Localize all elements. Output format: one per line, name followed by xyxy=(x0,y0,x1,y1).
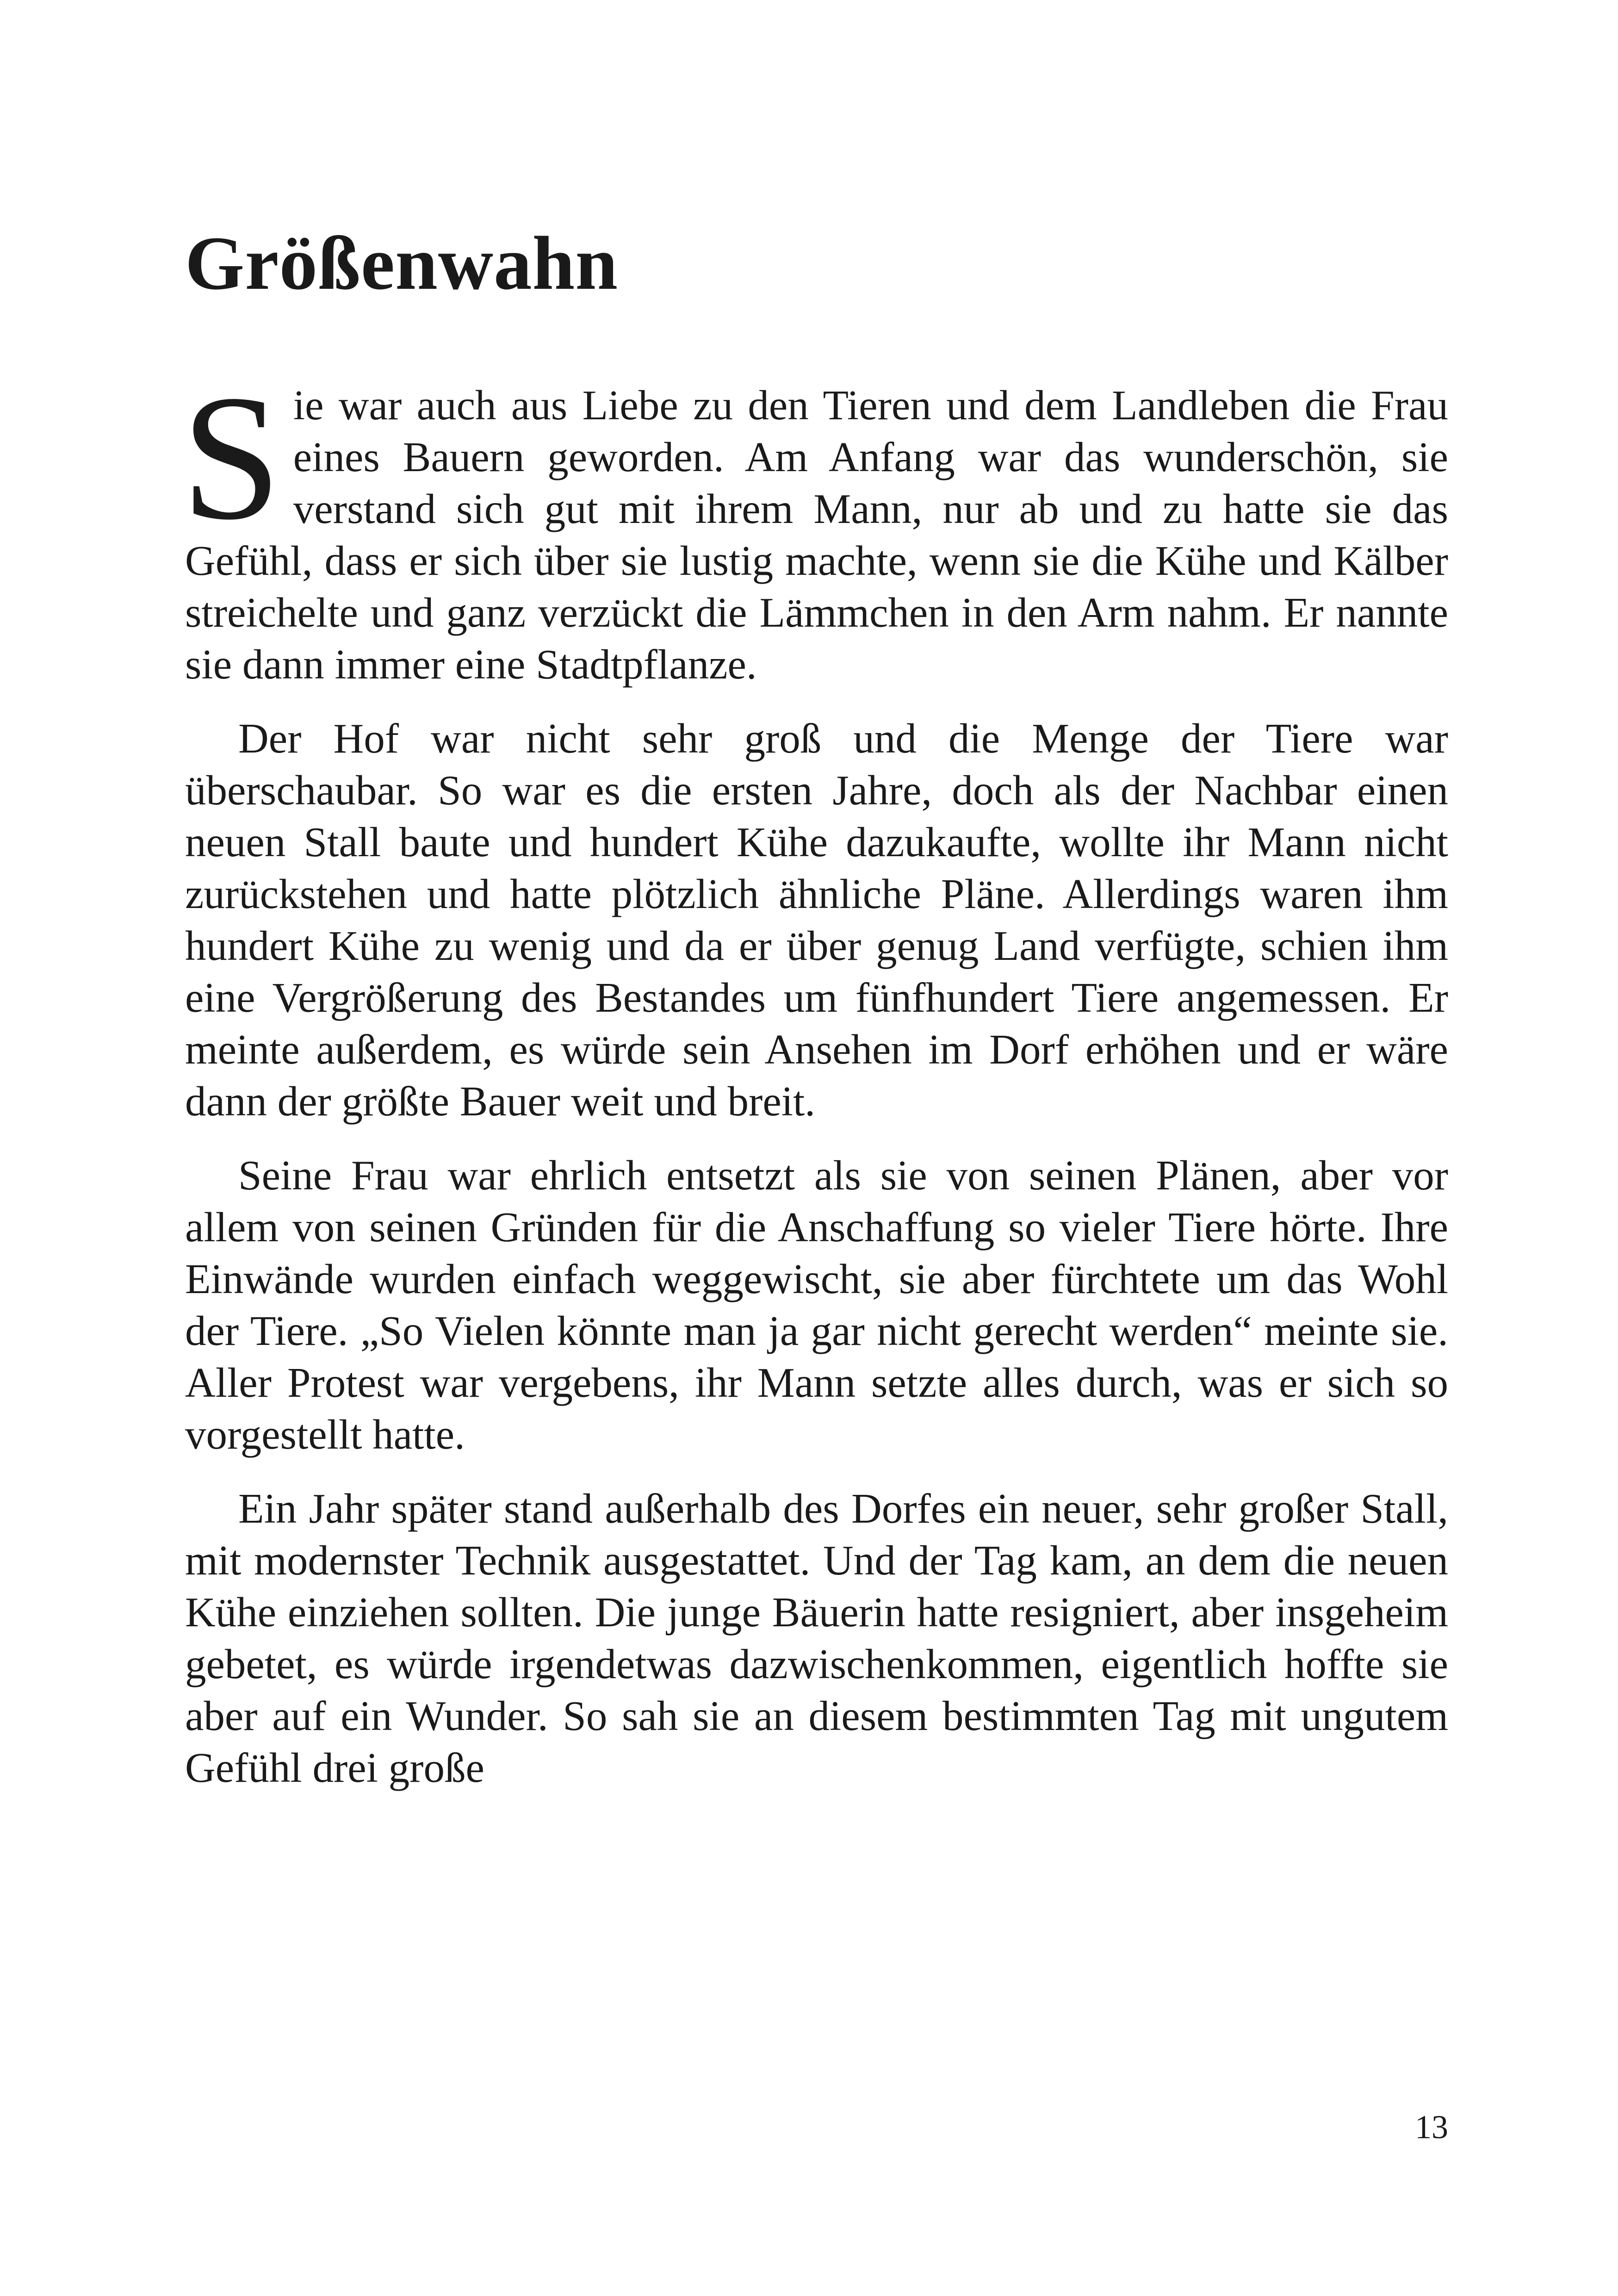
paragraph-2: Der Hof war nicht sehr groß und die Menge der Tiere war überschaubar. So war es die ersten Jahre, doch als der Nachbar einen neuen Stall baute und hundert Kühe dazukaufte, wollte ihr Mann nicht zurückstehen und hatte plötzlich ähnliche Pläne. Allerdings waren ihm hundert Kühe zu wenig und da er über genug Land verfügte, schien ihm eine Vergrößerung des Bestandes um fünfhundert Tiere angemessen. Er meinte außerdem, es würde sein Ansehen im Dorf erhöhen und er wäre dann der größte Bauer weit und breit. xyxy=(185,715,1448,1125)
body-text xyxy=(181,358,1448,1816)
paragraph-1 xyxy=(181,358,1448,691)
page-number: 13 xyxy=(1415,2109,1448,2146)
book-page xyxy=(181,0,1448,2296)
drop-cap: S xyxy=(181,358,281,557)
paragraph-1-text: ie war auch aus Liebe zu den Tieren und dem Landleben die Frau eines Bauern geworden. Am Anfang war das wunderschön, sie verstand sich gut mit ihrem Mann, nur ab und zu hatte sie das Gefühl, dass er sich über sie lustig machte, wenn sie die Kühe und Kälber streichelte und ganz verzückt die Lämmchen in den Arm nahm. Er nannte sie dann immer eine Stadtpflanze. xyxy=(185,382,1448,688)
paragraph-4: Ein Jahr später stand außerhalb des Dorfes ein neuer, sehr großer Stall, mit modernster Technik ausgestattet. Und der Tag kam, an dem die neuen Kühe einziehen sollten. Die junge Bäuerin hatte resigniert, aber insgeheim gebetet, es würde irgendetwas dazwischenkommen, eigentlich hoffte sie aber auf ein Wunder. So sah sie an diesem bestimmten Tag mit ungutem Gefühl drei große xyxy=(185,1485,1448,1791)
chapter-title: Größenwahn xyxy=(185,221,619,305)
paragraph-3: Seine Frau war ehrlich entsetzt als sie von seinen Plänen, aber vor allem von seinen Gründen für die Anschaffung so vieler Tiere hörte. Ihre Einwände wurden einfach weggewischt, sie aber fürchtete um das Wohl der Tiere. „So Vielen könnte man ja gar nicht gerecht werden“ meinte sie. Aller Protest war vergebens, ihr Mann setzte alles durch, was er sich so vorgestellt hatte. xyxy=(185,1152,1448,1458)
